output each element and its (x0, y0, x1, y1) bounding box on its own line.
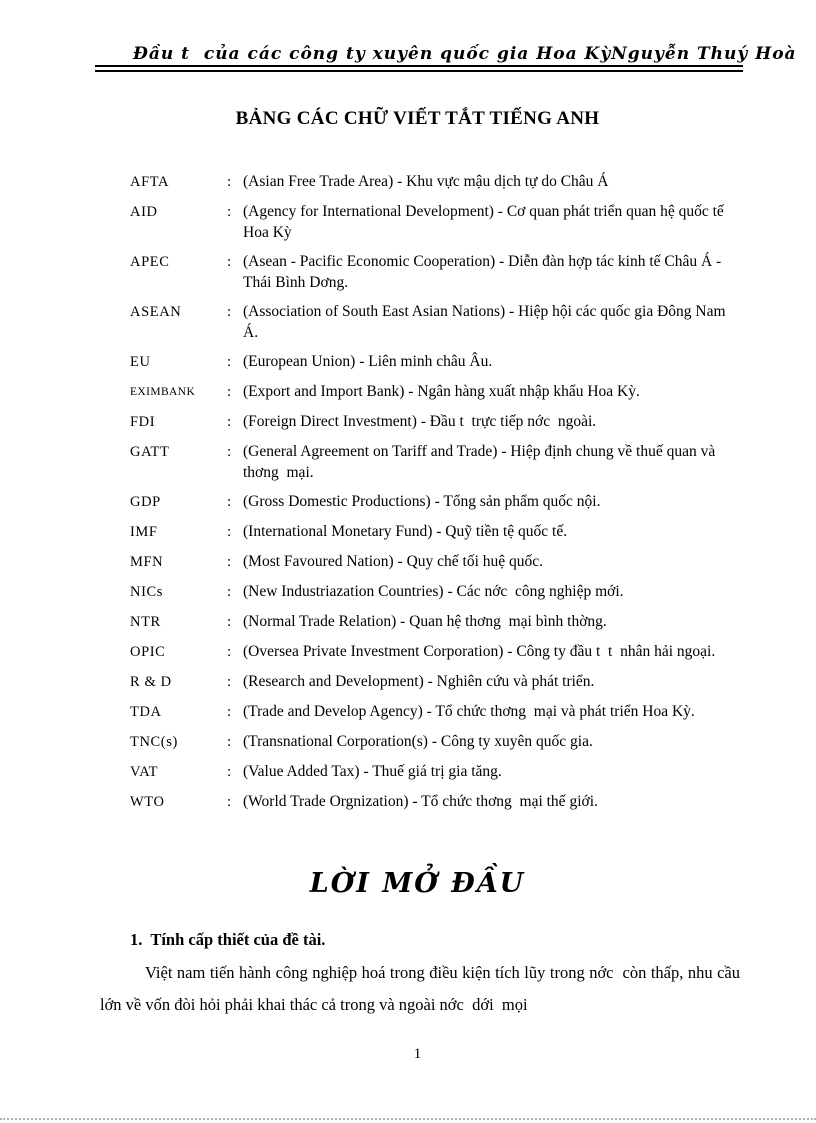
abbreviation-definition: (Foreign Direct Investment) - Đầu t trực tiếp nớc ngoài. (243, 413, 597, 430)
page-number: 1 (413, 1046, 422, 1062)
abbreviation-definition: (Asean - Pacific Economic Cooperation) - Diễn đàn hợp tác kinh tế Châu Á - Thái Bình Dơng. (243, 253, 725, 291)
abbreviation-term: GDP (130, 494, 161, 510)
section-heading: 1. Tính cấp thiết của đề tài. (130, 930, 326, 949)
colon-separator: : (227, 354, 232, 370)
colon-separator: : (227, 414, 232, 430)
colon-separator: : (227, 204, 232, 220)
abbreviation-definition: (Research and Development) - Nghiên cứu và phát triển. (243, 673, 595, 690)
abbreviation-row (130, 302, 737, 343)
abbreviation-definition: (International Monetary Fund) - Quỹ tiền tệ quốc tế. (243, 523, 568, 540)
abbreviation-term: OPIC (130, 644, 166, 660)
abbreviation-term: AID (130, 204, 158, 220)
abbreviation-row (130, 522, 737, 543)
abbreviation-definition: (Value Added Tax) - Thuế giá trị gia tăng. (243, 763, 502, 780)
abbreviation-row (130, 492, 737, 513)
header-left-text: Đầu t của các công ty xuyên quốc gia Hoa Kỳ (133, 44, 612, 64)
colon-separator: : (227, 444, 232, 460)
page-header (95, 44, 797, 72)
abbreviations-title: BẢNG CÁC CHỮ VIẾT TẮT TIẾNG ANH (235, 108, 600, 129)
colon-separator: : (227, 614, 232, 630)
abbreviation-row (130, 732, 737, 753)
abbreviation-definition: (Most Favoured Nation) - Quy chế tối huệ quốc. (243, 553, 544, 570)
abbreviation-term: TDA (130, 704, 162, 720)
abbreviation-definition: (Gross Domestic Productions) - Tổng sản phẩm quốc nội. (243, 493, 601, 510)
abbreviation-definition: (Asian Free Trade Area) - Khu vực mậu dịch tự do Châu Á (243, 173, 609, 190)
colon-separator: : (227, 764, 232, 780)
abbreviation-term: ASEAN (130, 304, 182, 320)
colon-separator: : (227, 674, 232, 690)
bottom-dotted-divider (0, 1118, 816, 1120)
abbreviation-definition: (European Union) - Liên minh châu Âu. (243, 353, 493, 370)
abbreviation-row (130, 792, 737, 813)
colon-separator: : (227, 304, 232, 320)
abbreviation-row (130, 202, 737, 243)
colon-separator: : (227, 584, 232, 600)
abbreviation-row (130, 762, 737, 783)
abbreviation-term: NICs (130, 584, 164, 600)
body-paragraph: Việt nam tiến hành công nghiệp hoá trong điều kiện tích lũy trong nớc còn thấp, nhu cầu lớn về vốn đòi hỏi phải khai thác cả trong và ngoài nớc dới mọi (100, 963, 745, 1014)
header-right-text: Nguyễn Thuý Hoà (611, 44, 797, 64)
abbreviation-row (130, 252, 737, 293)
abbreviation-term: IMF (130, 524, 158, 540)
colon-separator: : (227, 174, 232, 190)
colon-separator: : (227, 494, 232, 510)
abbreviation-definition: (General Agreement on Tariff and Trade) - Hiệp định chung về thuế quan và thơng mại. (243, 443, 720, 481)
abbreviation-row (130, 642, 737, 663)
colon-separator: : (227, 734, 232, 750)
abbreviation-definition: (Normal Trade Relation) - Quan hệ thơng mại bình thờng. (243, 613, 607, 630)
abbreviation-term: WTO (130, 794, 165, 810)
abbreviation-row (130, 612, 737, 633)
abbreviation-term: EXIMBANK (130, 386, 196, 398)
abbreviation-term: EU (130, 354, 151, 370)
abbreviation-row (130, 582, 737, 603)
abbreviation-definition: (World Trade Orgnization) - Tổ chức thơng mại thế giới. (243, 793, 598, 810)
abbreviation-term: NTR (130, 614, 161, 630)
abbreviation-term: GATT (130, 444, 170, 460)
abbreviation-definition: (Trade and Develop Agency) - Tổ chức thơng mại và phát triển Hoa Kỳ. (243, 703, 695, 720)
colon-separator: : (227, 254, 232, 270)
colon-separator: : (227, 524, 232, 540)
colon-separator: : (227, 384, 232, 400)
abbreviation-term: R & D (130, 674, 172, 690)
abbreviation-definition: (Transnational Corporation(s) - Công ty xuyên quốc gia. (243, 733, 593, 750)
abbreviation-definition: (Association of South East Asian Nations) - Hiệp hội các quốc gia Đông Nam Á. (243, 303, 730, 341)
abbreviation-row (130, 672, 737, 693)
abbreviation-row (130, 352, 737, 373)
colon-separator: : (227, 704, 232, 720)
abbreviation-term: TNC(s) (130, 734, 178, 750)
abbreviation-term: MFN (130, 554, 164, 570)
colon-separator: : (227, 554, 232, 570)
abbreviation-definition: (New Industriazation Countries) - Các nớc công nghiệp mới. (243, 583, 624, 600)
abbreviation-row (130, 702, 737, 723)
abbreviation-list (130, 172, 737, 822)
abbreviation-row (130, 172, 737, 193)
abbreviation-row (130, 412, 737, 433)
colon-separator: : (227, 644, 232, 660)
abbreviation-row (130, 382, 737, 403)
intro-heading: LỜI MỞ ĐẦU (309, 868, 526, 899)
colon-separator: : (227, 794, 232, 810)
abbreviation-row (130, 552, 737, 573)
abbreviation-definition: (Oversea Private Investment Corporation) - Công ty đầu t t nhân hải ngoại. (243, 643, 716, 660)
abbreviation-term: VAT (130, 764, 159, 780)
abbreviation-term: FDI (130, 414, 156, 430)
abbreviation-definition: (Agency for International Development) - Cơ quan phát triển quan hệ quốc tế Hoa Kỳ (243, 203, 728, 241)
abbreviation-term: AFTA (130, 174, 170, 190)
abbreviation-definition: (Export and Import Bank) - Ngân hàng xuất nhập khẩu Hoa Kỳ. (243, 383, 640, 400)
abbreviation-term: APEC (130, 254, 170, 270)
abbreviation-row (130, 442, 737, 483)
